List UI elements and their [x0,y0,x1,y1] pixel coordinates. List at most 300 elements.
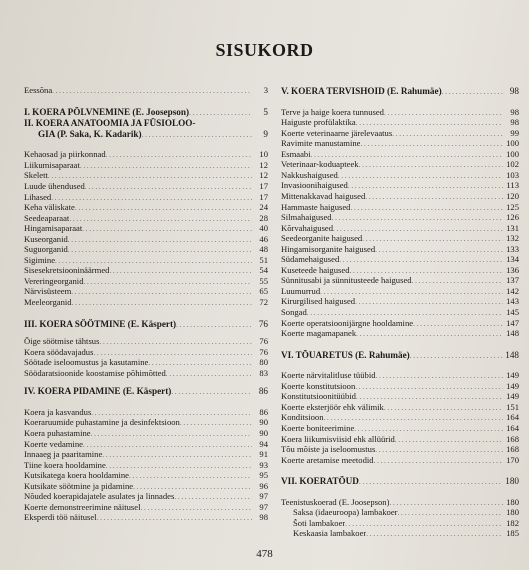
dot-leader [356,329,503,340]
toc-entry-title: Silmahaigused [281,213,332,223]
toc-entry-title: Koera puhastamine [24,429,91,438]
page-ref: 48 [259,244,268,255]
toc-entry[interactable] [281,519,519,530]
dot-leader [133,482,252,493]
toc-entry[interactable] [281,171,519,182]
page-ref: 80 [259,357,268,368]
toc-entry-title: Saksa (idaeuroopa) lambakoer [293,508,398,518]
page-ref: 76 [259,346,268,357]
toc-section-heading[interactable] [24,386,268,398]
dot-leader [148,358,252,369]
spacer [24,330,268,337]
page-ref: 185 [506,528,519,539]
toc-entry-title: Liikumisaparaat [24,160,80,170]
toc-entry-title: Esmaabi [281,149,311,159]
toc-entry[interactable] [24,461,268,472]
toc-entry[interactable] [281,181,519,192]
toc-entry-title: Songad [281,307,307,317]
toc-entry-title: Söötade iseloomustus ja kasutamine [24,358,149,368]
toc-entry-title: Närvisüsteem [24,287,72,297]
dot-leader [93,348,252,359]
page-ref: 164 [506,422,519,433]
toc-entry-title: Koerte boniteerimine [281,423,355,433]
toc-entry[interactable] [24,418,268,429]
page-ref: 168 [506,433,519,444]
toc-entry-title: Koerte eksterjöör ehk välimik [281,402,384,412]
dot-leader [333,224,503,235]
dot-leader [71,287,252,298]
dot-leader [97,513,252,524]
toc-entry-title: Koera liikumisviisid ehk allüürid [281,434,395,444]
toc-entry[interactable] [281,266,519,277]
toc-entry[interactable] [281,403,519,414]
page-ref: 98 [259,512,268,523]
toc-entry[interactable] [281,255,519,266]
page-ref: 149 [506,391,519,402]
page-title: SISUKORD [215,40,314,60]
dot-leader [180,418,252,429]
toc-entry-title: Tõu mõiste ja iseloomustus [281,445,376,455]
toc-entry-title: Koera ja kasvandus [24,407,92,417]
page-ref: 151 [506,401,519,412]
toc-entry[interactable] [281,224,519,235]
spacer [281,98,519,108]
toc-entry-title: Eessõna [24,86,53,95]
toc-entry[interactable] [281,160,519,171]
spacer [24,379,268,386]
toc-entry[interactable] [281,508,519,519]
toc-entry[interactable] [24,214,268,225]
toc-right-column [281,86,519,540]
page-ref: 55 [259,275,268,286]
dot-leader [109,266,252,277]
page-ref: 147 [506,317,519,328]
dot-leader [91,429,252,440]
page-ref: 148 [505,349,519,360]
toc-entry-title: Luumurrud [281,286,321,296]
page-ref: 136 [506,264,519,275]
toc-entry[interactable] [24,492,268,503]
dot-leader [129,471,252,482]
toc-section-heading[interactable] [24,118,268,140]
page-ref: 180 [506,496,519,507]
page-ref: 17 [259,180,268,191]
toc-entry-title: Veterinaar-koduapteek [281,160,359,170]
toc-entry-title: Luude ühendused [24,181,85,191]
dot-leader [140,503,252,514]
toc-entry-title: Kutsikatega koera hooldamine [24,471,130,481]
toc-entry[interactable] [281,308,519,319]
toc-entry-title: Koerte demonstreerimine näitusel [24,502,141,512]
dot-leader [324,413,504,424]
page-ref: 90 [259,428,268,438]
dot-leader [55,256,252,267]
toc-entry[interactable] [24,471,268,482]
toc-entry[interactable] [24,203,268,214]
dot-leader [345,519,503,530]
dot-leader [398,508,503,519]
toc-entry-title: Südamehaigused [281,255,340,265]
dot-leader [176,319,252,331]
dot-leader [85,182,252,193]
dot-leader [72,298,252,309]
dot-leader [395,435,503,446]
dot-leader [359,160,503,171]
toc-entry-title: Kutsikate söötmine ja pidamine [24,481,134,491]
dot-leader [68,245,252,256]
dot-leader [376,371,503,382]
toc-entry[interactable] [281,192,519,203]
dot-leader [384,108,503,119]
dot-leader [106,150,252,161]
dot-leader [91,408,252,419]
toc-entry[interactable] [24,245,268,256]
toc-entry-title: Seedeaparaat [24,213,70,223]
page-ref: 148 [506,328,519,339]
toc-entry-title: Hammaste haigused [281,202,351,212]
toc-entry-title: I. KOERA PÕLVNEMINE (E. Joosepson) [24,106,190,117]
page-ref: 40 [259,223,268,234]
toc-entry[interactable] [24,182,268,193]
dot-leader [102,450,252,461]
dot-leader [174,492,252,503]
page-ref: 28 [259,212,268,223]
page-ref: 142 [506,285,519,296]
dot-leader [365,192,503,203]
page-ref: 86 [258,386,268,397]
toc-entry-title: Mittenakkavad haigused [281,191,366,201]
page-ref: 180 [505,476,519,487]
toc-entry[interactable] [24,235,268,246]
toc-entry[interactable] [24,161,268,172]
page-ref: 180 [506,507,519,518]
page-ref: 149 [506,370,519,381]
dot-leader [384,403,503,414]
toc-entry[interactable] [281,445,519,456]
page-ref: 76 [258,318,268,329]
toc-entry[interactable] [281,203,519,214]
toc-entry-title: Šoti lambakoer [293,518,346,528]
page-ref: 97 [259,491,268,502]
page-ref: 76 [259,336,268,347]
toc-entry-title: Kirurgilised haigused [281,297,356,307]
toc-entry[interactable] [281,276,519,287]
toc-entry[interactable] [281,319,519,330]
toc-entry[interactable] [281,329,519,340]
dot-leader [375,445,503,456]
toc-entry-title: Koerte aretamise meetodid [281,455,374,465]
toc-entry[interactable] [24,513,268,524]
toc-entry[interactable] [281,413,519,424]
dot-leader [362,234,503,245]
dot-leader [366,529,503,540]
toc-entry[interactable] [281,108,519,119]
dot-leader [410,350,503,362]
page-ref: 100 [506,138,519,149]
toc-entry[interactable] [24,298,268,309]
toc-entry-title: Vereringeorganid [24,276,84,286]
toc-entry[interactable] [281,297,519,308]
page-ref: 134 [506,254,519,265]
dot-leader [442,86,503,98]
dot-leader [307,308,503,319]
dot-leader [359,476,503,488]
page-ref: 93 [259,459,268,470]
toc-entry-title: Sisesekretsiooninäärmed [24,266,110,276]
toc-entry[interactable] [24,440,268,451]
toc-entry-title: Terve ja haige koera tunnused [281,107,384,117]
spacer [281,488,519,498]
toc-entry-title: Lihased [24,192,52,202]
dot-leader [375,245,503,256]
toc-entry[interactable] [281,245,519,256]
section-title-line: II. KOERA ANATOOMIA JA FÜSIOLOO- [24,118,196,129]
toc-entry-title: Teenistuskoerad (E. Joosepson) [281,497,390,507]
toc-entry-title: Koera söödavajadus [24,347,94,357]
toc-entry[interactable] [281,150,519,161]
page-ref: 98 [510,106,519,117]
page-ref: 133 [506,243,519,254]
toc-entry[interactable] [281,498,519,509]
toc-entry-title: IV. KOERA PIDAMINE (E. Käspert) [24,386,172,397]
toc-entry[interactable] [24,369,268,380]
page-ref: 5 [263,106,268,117]
toc-entry[interactable] [24,277,268,288]
toc-entry-title: Kuseorganid [24,234,68,244]
page-ref: 120 [506,190,519,201]
page-ref: 9 [263,128,268,139]
toc-entry-title: Invasioonihaigused [281,181,348,191]
page-ref: 12 [259,170,268,181]
toc-entry-title: Skelett [24,171,48,181]
page-ref: 86 [259,406,268,417]
toc-entry-title: Koerte konstitutsioon [281,381,356,391]
toc-entry-title: Tiine koera hooldamine [24,460,106,470]
toc-entry-title: Kehaosad ja piirkonnad [24,150,106,160]
toc-entry[interactable] [281,213,519,224]
dot-leader [339,255,503,266]
toc-entry-title: Söödaratsioonide koostamise põhimõtted [24,368,166,378]
dot-leader [189,107,252,119]
page-ref: 170 [506,454,519,465]
page-ref: 126 [506,212,519,223]
dot-leader [51,193,252,204]
dot-leader [412,276,503,287]
page-ref: 137 [506,275,519,286]
toc-entry-title: Õige söötmise tähtsus [24,337,100,347]
toc-entry[interactable] [24,450,268,461]
toc-entry-title: Keha väliskate [24,203,75,213]
dot-leader [350,203,503,214]
dot-leader [392,129,503,140]
spacer [24,398,268,408]
page-ref: 17 [259,191,268,202]
toc-entry-title: Eksperdi töö näitusel [24,513,97,523]
toc-entry-title: Hingamisaparaat [24,224,83,234]
toc-entry-title: Koerte magamapanek [281,329,357,339]
dot-leader [82,224,252,235]
dot-leader [350,266,504,277]
dot-leader [355,297,503,308]
toc-entry[interactable] [24,266,268,277]
toc-entry[interactable] [281,287,519,298]
toc-entry[interactable] [281,118,519,129]
dot-leader [84,277,253,288]
page-ref: 99 [510,127,519,138]
page-ref: 95 [259,470,268,481]
toc-entry-title: Keskaasia lambakoer [293,529,367,539]
toc-entry[interactable] [24,287,268,298]
page-ref: 10 [259,149,268,160]
page-ref: 125 [506,201,519,212]
page-ref: 113 [506,180,519,191]
page-ref: 72 [259,296,268,307]
spacer [281,361,519,371]
toc-section-heading[interactable] [281,86,519,98]
page-ref: 98 [509,86,519,96]
toc-entry-title: Konstitutsioonitüübid [281,392,356,402]
dot-leader [389,498,503,509]
page-ref: 24 [259,202,268,213]
toc-entry-title: Sünnitusabi ja sünnitusteede haigused [281,276,412,286]
dot-leader [360,139,503,150]
toc-entry-title: Konditsioon [281,413,324,423]
dot-leader [166,369,252,380]
toc-entry[interactable] [281,456,519,467]
page-ref: 94 [259,438,268,449]
toc-entry[interactable] [24,358,268,369]
dot-leader [99,337,252,348]
dot-leader [171,386,252,398]
dot-leader [356,392,503,403]
toc-entry[interactable] [281,529,519,540]
toc-entry-title: Nõuded koerapidajatele asulates ja linnades [24,492,175,502]
page-ref: 143 [506,296,519,307]
dot-leader [338,171,503,182]
toc-entry-title: Suguorganid [24,245,68,255]
toc-section-heading[interactable] [281,476,519,488]
dot-leader [83,440,252,451]
toc-entry-title: Koeraruumide puhastamine ja desinfektsioon [24,418,180,428]
page-ref: 100 [506,148,519,159]
toc-entry[interactable] [24,224,268,235]
toc-entry-title: V. KOERA TERVISHOID (E. Rahumäe) [281,86,442,96]
toc-entry[interactable] [24,337,268,348]
toc-entry[interactable] [24,408,268,419]
toc-entry[interactable] [24,171,268,182]
toc-left-column [24,86,268,524]
page-ref: 102 [506,159,519,170]
toc-entry-title: VI. TÕUARETUS (E. Rahumäe) [281,349,410,360]
section-title-line: GIA (P. Saka, K. Kadarik) [38,128,142,139]
page-ref: 46 [259,233,268,244]
toc-entry[interactable] [24,150,268,161]
toc-entry-title: Koerte närvitalitluse tüübid [281,371,376,381]
toc-entry[interactable] [281,382,519,393]
toc-entry-title: Sigimine [24,255,56,265]
dot-leader [52,86,252,97]
toc-entry[interactable] [281,424,519,435]
toc-section-heading[interactable] [24,319,268,331]
dot-leader [413,319,503,330]
toc-entry-title: Ravimite manustamine [281,139,361,149]
toc-entry[interactable] [281,392,519,403]
page-ref: 51 [259,254,268,265]
toc-entry-title: Hingamisorganite haigused [281,244,376,254]
spacer [24,140,268,150]
toc-entry[interactable] [24,503,268,514]
toc-entry-title: Kõrvahaigused [281,223,334,233]
toc-entry[interactable] [24,86,268,97]
page-ref: 83 [259,367,268,378]
toc-entry[interactable] [24,482,268,493]
toc-entry[interactable] [281,371,519,382]
page-ref: 132 [506,233,519,244]
dot-leader [75,203,252,214]
dot-leader [374,456,503,467]
toc-entry[interactable] [281,129,519,140]
toc-entry-title: Seedeorganite haigused [281,234,363,244]
dot-leader [69,214,252,225]
toc-entry[interactable] [281,234,519,245]
toc-entry[interactable] [24,193,268,204]
page-ref: 96 [259,480,268,491]
dot-leader [348,181,503,192]
dot-leader [311,150,503,161]
toc-entry-title: Koerte operatsioonijärgne hooldamine [281,318,414,328]
dot-leader [355,382,503,393]
toc-entry-title: VII. KOERATÕUD [281,476,359,487]
page-ref: 168 [506,444,519,455]
dot-leader [354,424,503,435]
toc-entry-title: Nakkushaigused [281,170,338,180]
dot-leader [142,129,252,141]
page-ref: 164 [506,412,519,423]
dot-leader [68,235,252,246]
spacer [281,466,519,476]
toc-entry-title: Koerte vedamine [24,439,83,449]
toc-entry-title: III. KOERA SÖÖTMINE (E. Käspert) [24,318,177,329]
page-ref: 54 [259,265,268,276]
toc-section-heading[interactable] [281,350,519,362]
page-ref: 98 [510,117,519,128]
page-ref: 90 [259,417,268,428]
page-ref: 131 [506,222,519,233]
toc-entry-title: Meeleorganid [24,297,72,307]
dot-leader [320,287,503,298]
page-ref: 12 [259,159,268,170]
dot-leader [356,118,503,129]
toc-entry[interactable] [24,256,268,267]
toc-entry[interactable] [281,435,519,446]
spacer [24,97,268,107]
toc-entry[interactable] [24,348,268,359]
page-ref: 182 [506,517,519,528]
toc-entry[interactable] [281,139,519,150]
toc-entry-title: Koerte veterinaarne järelevaatus [281,128,393,138]
page-ref: 91 [259,449,268,460]
spacer [281,340,519,350]
page-ref: 97 [259,501,268,512]
toc-entry[interactable] [24,429,268,440]
dot-leader [106,461,252,472]
page-ref: 149 [506,380,519,391]
page-number: 478 [256,548,273,560]
dot-leader [332,213,503,224]
toc-section-heading[interactable] [24,107,268,119]
toc-entry-title: Haiguste profülaktika [281,118,356,128]
page-ref: 65 [259,286,268,297]
